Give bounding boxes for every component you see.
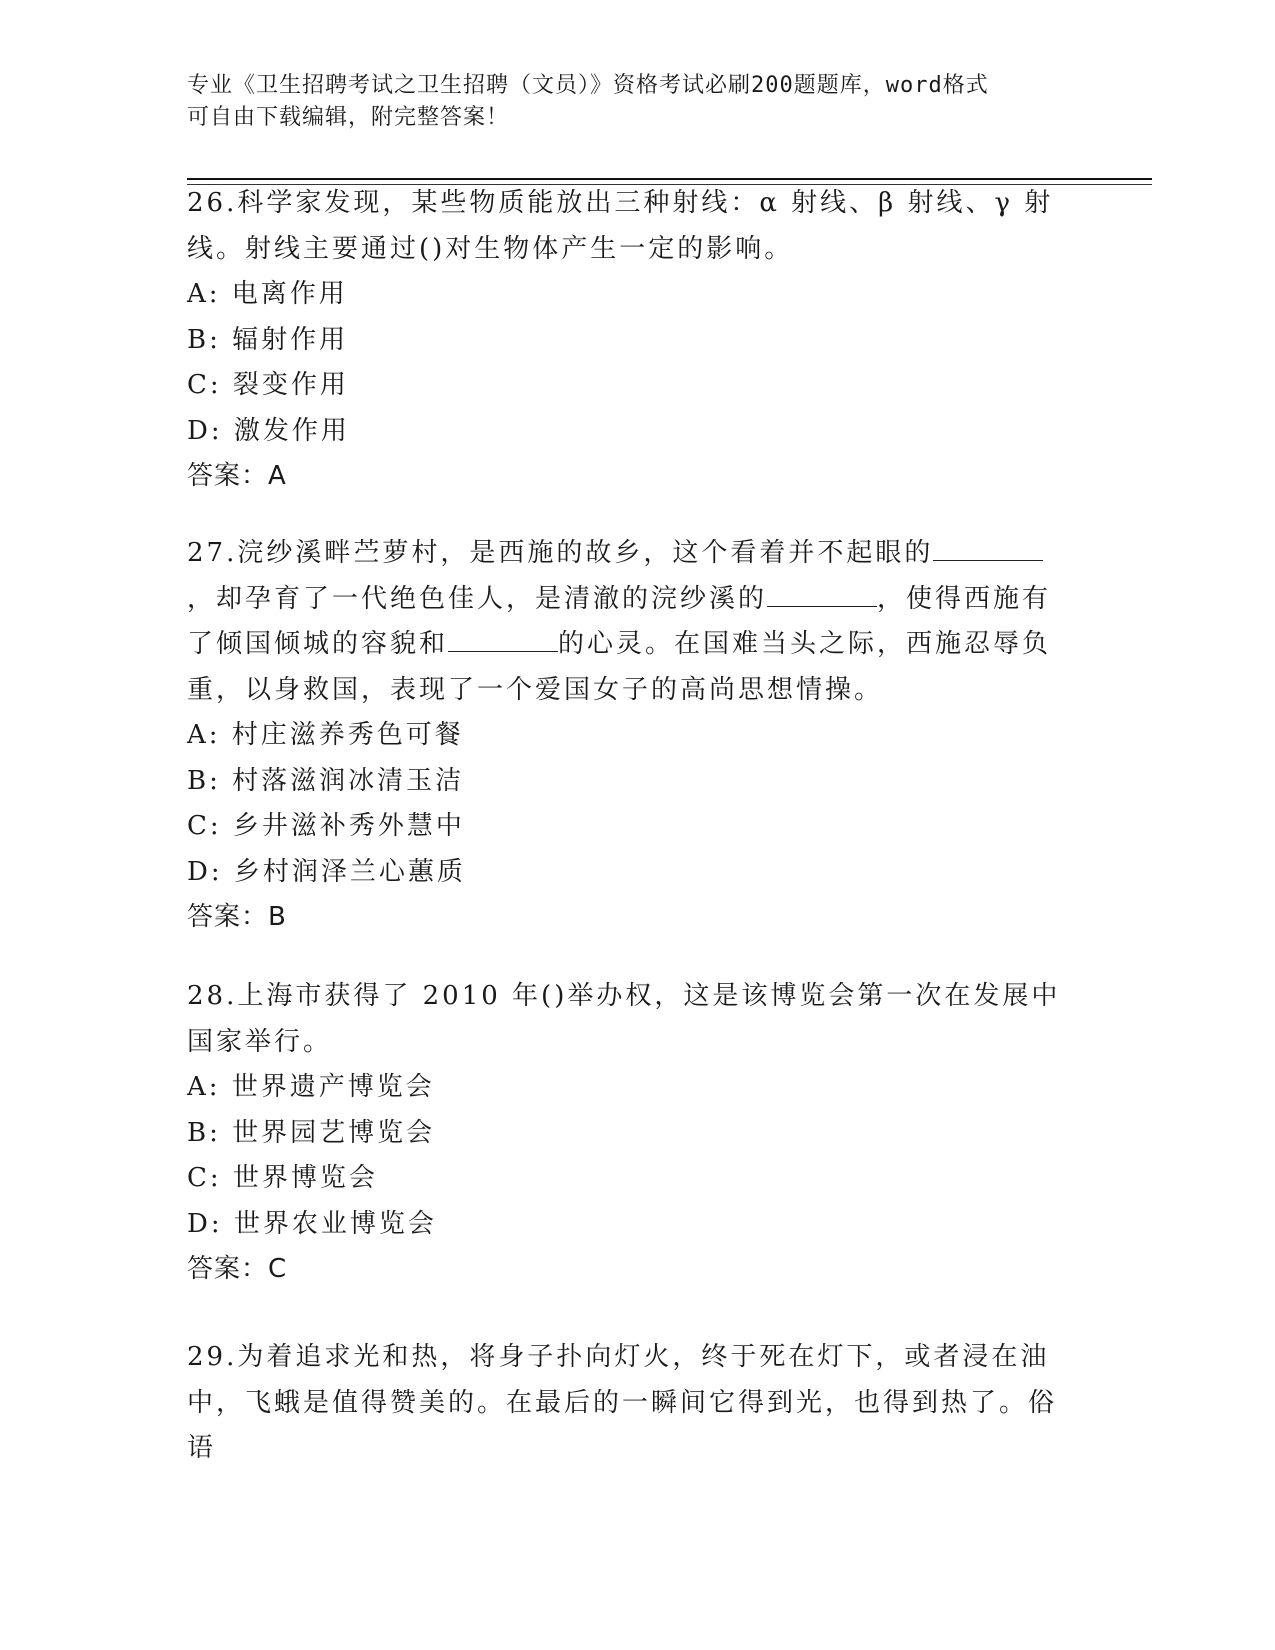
option-b: B: 村落滋润冰清玉洁 [187, 765, 465, 796]
answer-line: 答案：C [187, 1254, 288, 1284]
option-list [187, 713, 1067, 895]
fill-blank-2 [767, 586, 877, 607]
option-c: C: 乡井滋补秀外慧中 [187, 811, 465, 841]
question-stem: 29.为着追求光和热，将身子扑向灯火，终于死在灯下，或者浸在油中，飞蛾是值得赞美的。在最后的一瞬间它得到光，也得到热了。俗语 [187, 1342, 1058, 1463]
question-stem: 28.上海市获得了 2010 年()举办权，这是该博览会第一次在发展中国家举行。 [187, 981, 1061, 1057]
header-divider-thick [187, 178, 1152, 180]
stem-part-4: 的心灵。在国难当头之际，西施忍辱负重，以身救国，表现了一个爱国女子的高尚思想情操。 [187, 629, 1052, 705]
option-b: B: 世界园艺博览会 [187, 1117, 436, 1148]
question-stem [187, 531, 1067, 713]
option-b: B: 辐射作用 [187, 324, 349, 355]
option-c: C: 裂变作用 [187, 370, 349, 400]
option-d: D: 激发作用 [187, 415, 350, 446]
option-d: D: 世界农业博览会 [187, 1208, 437, 1239]
option-list [187, 1065, 1067, 1247]
stem-part-3: ，使得西施有了倾国倾城的容貌和 [187, 583, 1052, 659]
header-line-1: 专业《卫生招聘考试之卫生招聘（文员）》资格考试必刷200题题库，word格式 [187, 73, 989, 98]
fill-blank-3 [448, 631, 558, 652]
question-26 [187, 181, 1067, 500]
question-27 [187, 531, 1067, 941]
document-header [187, 70, 1067, 134]
question-29 [187, 1335, 1067, 1472]
option-d: D: 乡村润泽兰心蕙质 [187, 856, 466, 887]
option-list [187, 272, 1067, 454]
answer-line: 答案：B [187, 902, 287, 932]
question-28 [187, 974, 1067, 1293]
stem-part-2: ，却孕育了一代绝色佳人，是清澈的浣纱溪的 [187, 583, 768, 614]
header-line-2: 可自由下载编辑，附完整答案！ [187, 105, 510, 130]
stem-part-1: 27.浣纱溪畔苎萝村，是西施的故乡，这个看着并不起眼的 [187, 538, 934, 568]
option-a: A: 世界遗产博览会 [187, 1072, 435, 1102]
answer-line: 答案：A [187, 461, 287, 491]
fill-blank-1 [933, 540, 1043, 561]
option-a: A: 电离作用 [187, 279, 348, 309]
question-stem: 26.科学家发现，某些物质能放出三种射线：α 射线、β 射线、γ 射线。射线主要通过()对生物体产生一定的影响。 [187, 188, 1054, 264]
option-c: C: 世界博览会 [187, 1163, 378, 1193]
option-a: A: 村庄滋养秀色可餐 [187, 720, 464, 750]
